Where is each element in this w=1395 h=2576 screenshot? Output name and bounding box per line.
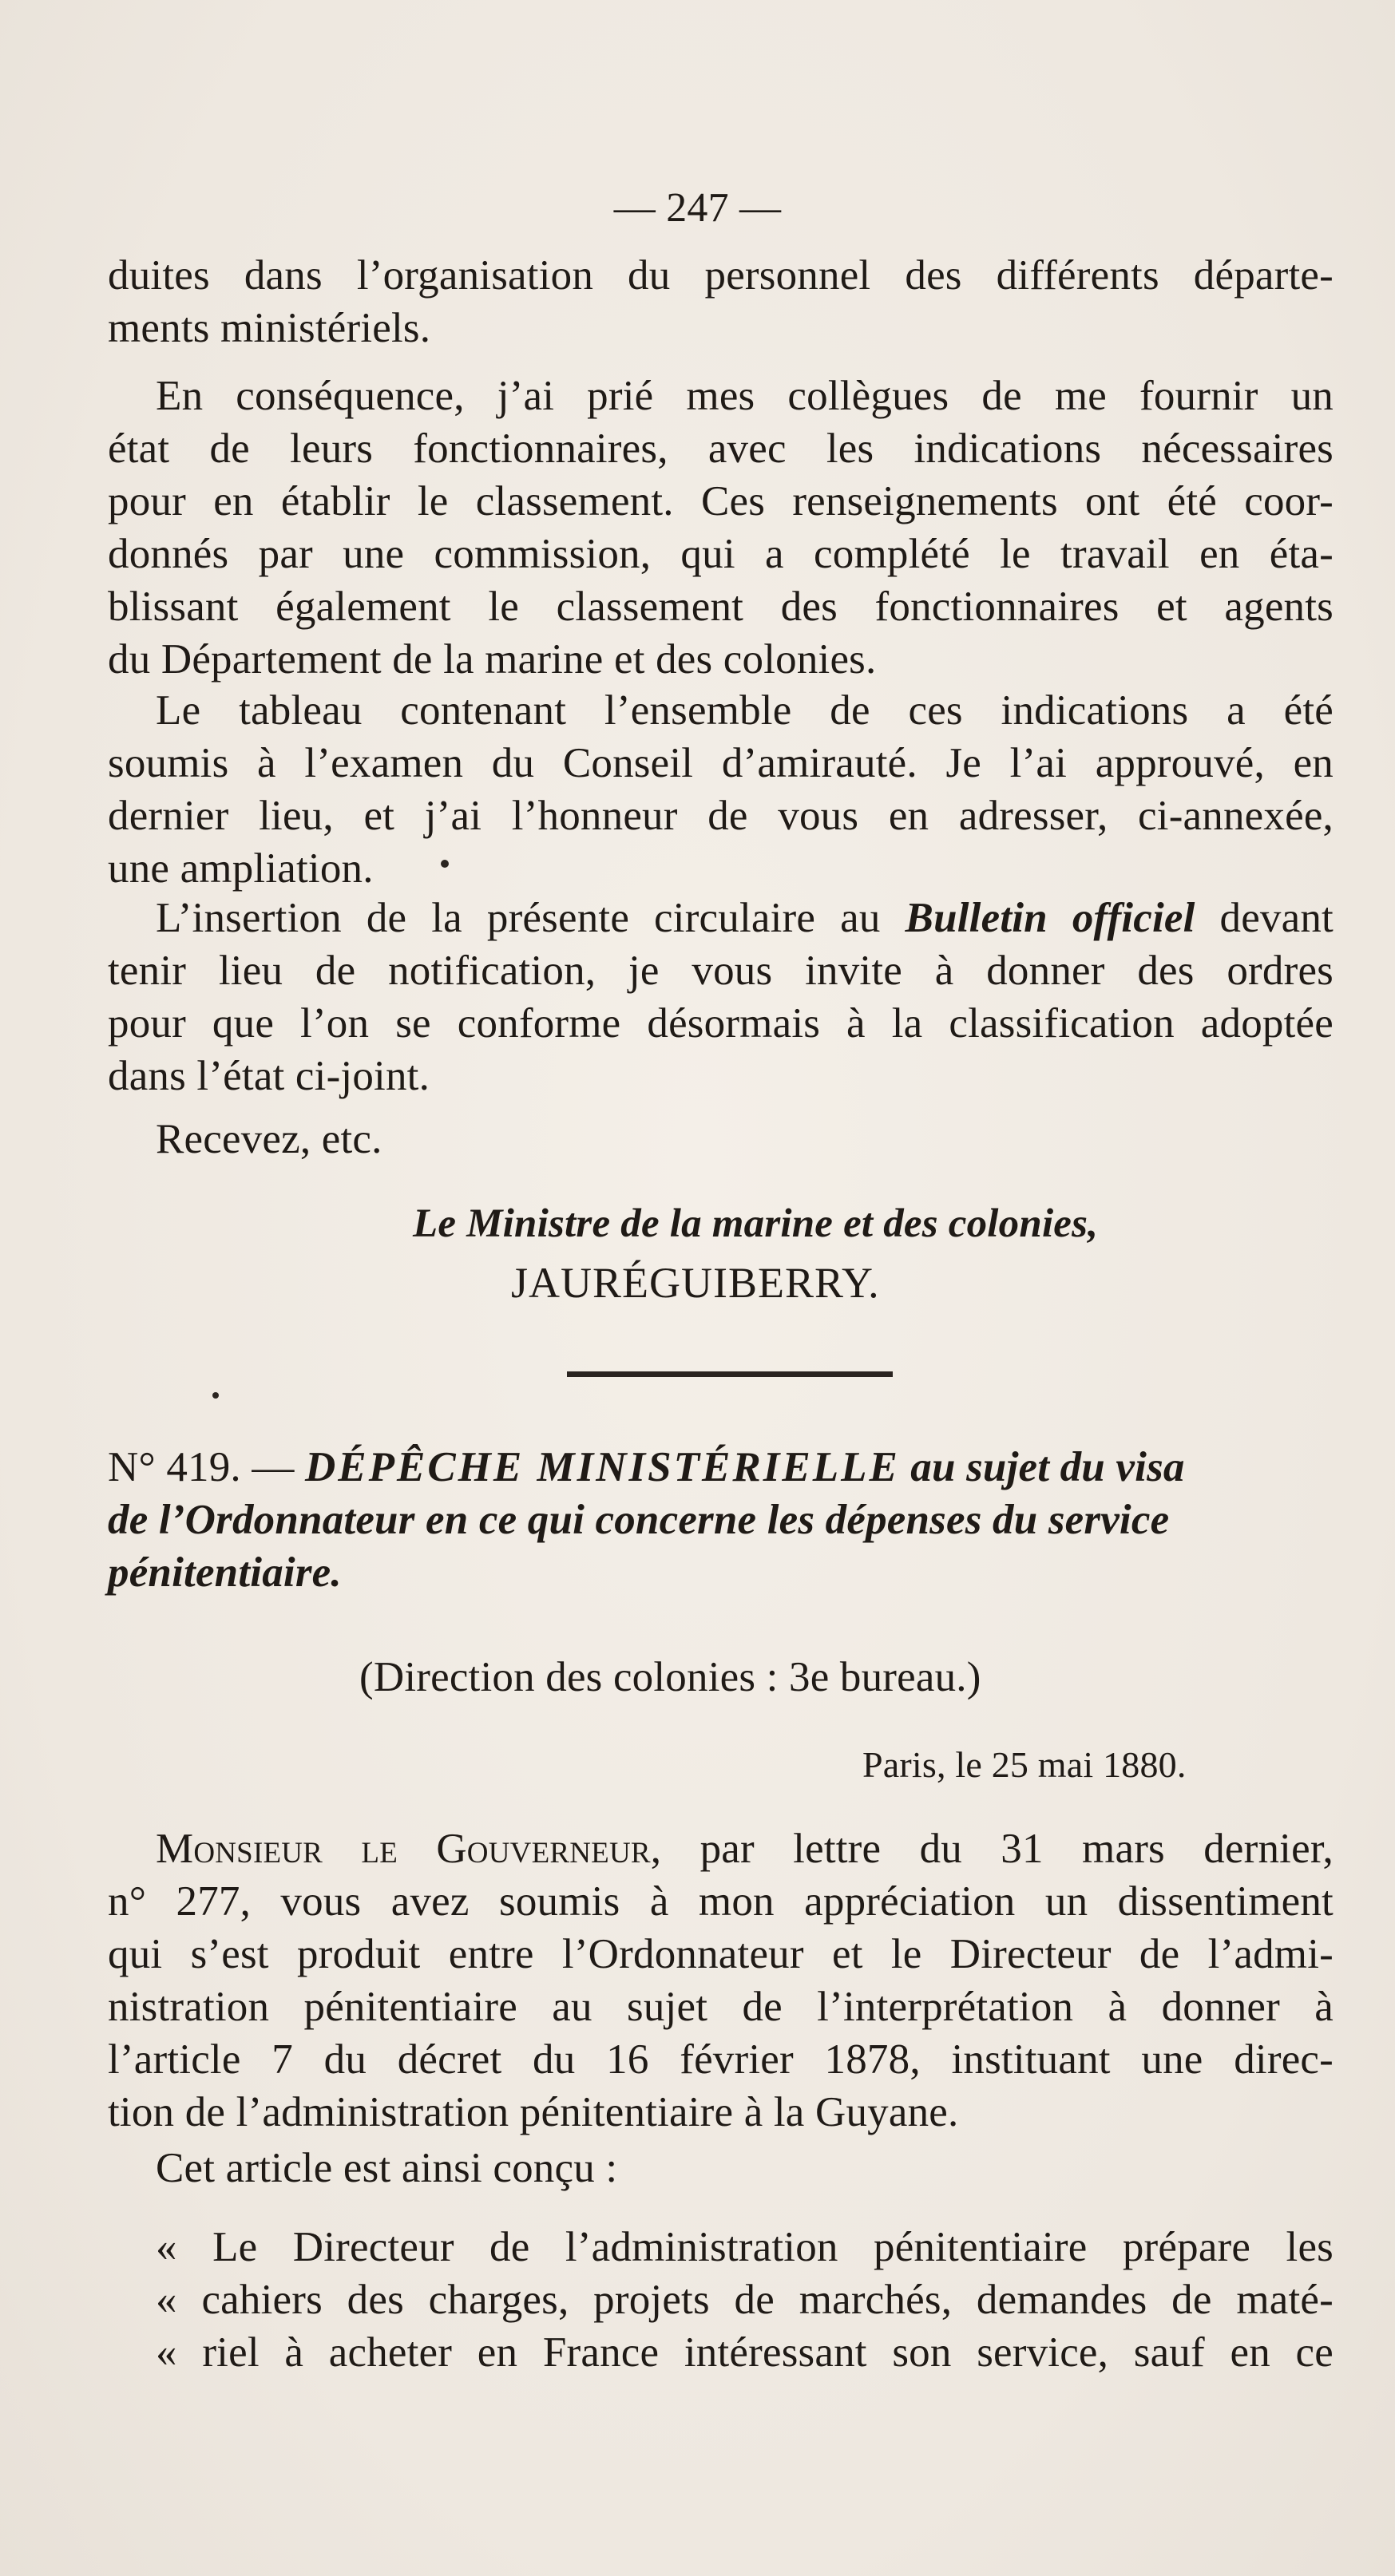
quote-line: « riel à acheter en France intéressant son service, sauf en ce	[156, 2329, 1334, 2376]
quote-line: « cahiers des charges, projets de marchés, demandes de maté-	[156, 2277, 1334, 2323]
place-date: Paris, le 25 mai 1880.	[862, 1744, 1187, 1785]
text-line: ments ministériels.	[108, 305, 431, 351]
quote-line: « Le Directeur de l’administration pénitentiaire prépare les	[156, 2224, 1334, 2270]
dispatch-dash: —	[240, 1444, 305, 1490]
dispatch-subject-start: au sujet du visa	[899, 1444, 1185, 1490]
article-intro: Cet article est ainsi conçu :	[156, 2145, 618, 2191]
text-line: pour que l’on se conforme désormais à la classification adoptée	[108, 1000, 1334, 1047]
text-segment: , par lettre du 31 mars dernier,	[650, 1826, 1334, 1872]
direction-label: (Direction des colonies : 3e bureau.)	[359, 1654, 981, 1700]
ink-speck	[441, 860, 449, 868]
text-line: soumis à l’examen du Conseil d’amirauté. Je l’ai approuvé, en	[108, 740, 1334, 786]
text-line: qui s’est produit entre l’Ordonnateur et le Directeur de l’admi-	[108, 1931, 1334, 1977]
text-line	[156, 892, 1334, 944]
text-line: tenir lieu de notification, je vous invite à donner des ordres	[108, 948, 1334, 994]
text-line: blissant également le classement des fonctionnaires et agents	[108, 584, 1334, 630]
dispatch-subject-line: de l’Ordonnateur en ce qui concerne les dépenses du service	[108, 1497, 1170, 1543]
text-line: tion de l’administration pénitentiaire à la Guyane.	[108, 2089, 959, 2135]
text-line: nistration pénitentiaire au sujet de l’interprétation à donner à	[108, 1984, 1334, 2030]
section-divider	[567, 1371, 893, 1377]
dispatch-title: DÉPÊCHE MINISTÉRIELLE	[304, 1444, 900, 1490]
text-line: du Département de la marine et des colonies.	[108, 636, 877, 683]
text-line: duites dans l’organisation du personnel des différents départe-	[108, 252, 1334, 299]
text-line: Le tableau contenant l’ensemble de ces indications a été	[156, 687, 1334, 734]
text-line: En conséquence, j’ai prié mes collègues de me fournir un	[156, 373, 1334, 419]
ink-speck	[212, 1392, 219, 1399]
text-line: état de leurs fonctionnaires, avec les indications nécessaires	[108, 425, 1334, 472]
signature-title: Le Ministre de la marine et des colonies,	[413, 1201, 1099, 1246]
text-line	[156, 1822, 1334, 1875]
text-line: donnés par une commission, qui a complété le travail en éta-	[108, 531, 1334, 577]
text-line: dernier lieu, et j’ai l’honneur de vous en adresser, ci-annexée,	[108, 793, 1334, 839]
text-line: pour en établir le classement. Ces renseignements ont été coor-	[108, 478, 1334, 524]
bulletin-officiel-title: Bulletin officiel	[905, 895, 1195, 941]
text-line: l’article 7 du décret du 16 février 1878, instituant une direc-	[108, 2036, 1334, 2083]
text-line	[108, 1441, 1185, 1494]
closing-formula: Recevez, etc.	[156, 1116, 382, 1162]
text-segment: L’insertion de la présente circulaire au	[156, 895, 906, 941]
text-line: dans l’état ci-joint.	[108, 1053, 430, 1099]
text-segment: devant	[1195, 895, 1334, 941]
text-line: une ampliation.	[108, 845, 374, 892]
dispatch-subject-line: pénitentiaire.	[108, 1549, 342, 1596]
dispatch-number: N° 419.	[108, 1444, 241, 1490]
salutation: Monsieur le Gouverneur	[156, 1826, 651, 1872]
page-number: — 247 —	[613, 185, 782, 231]
text-line: n° 277, vous avez soumis à mon appréciation un dissentiment	[108, 1878, 1334, 1925]
signature-name: JAURÉGUIBERRY.	[511, 1259, 880, 1307]
